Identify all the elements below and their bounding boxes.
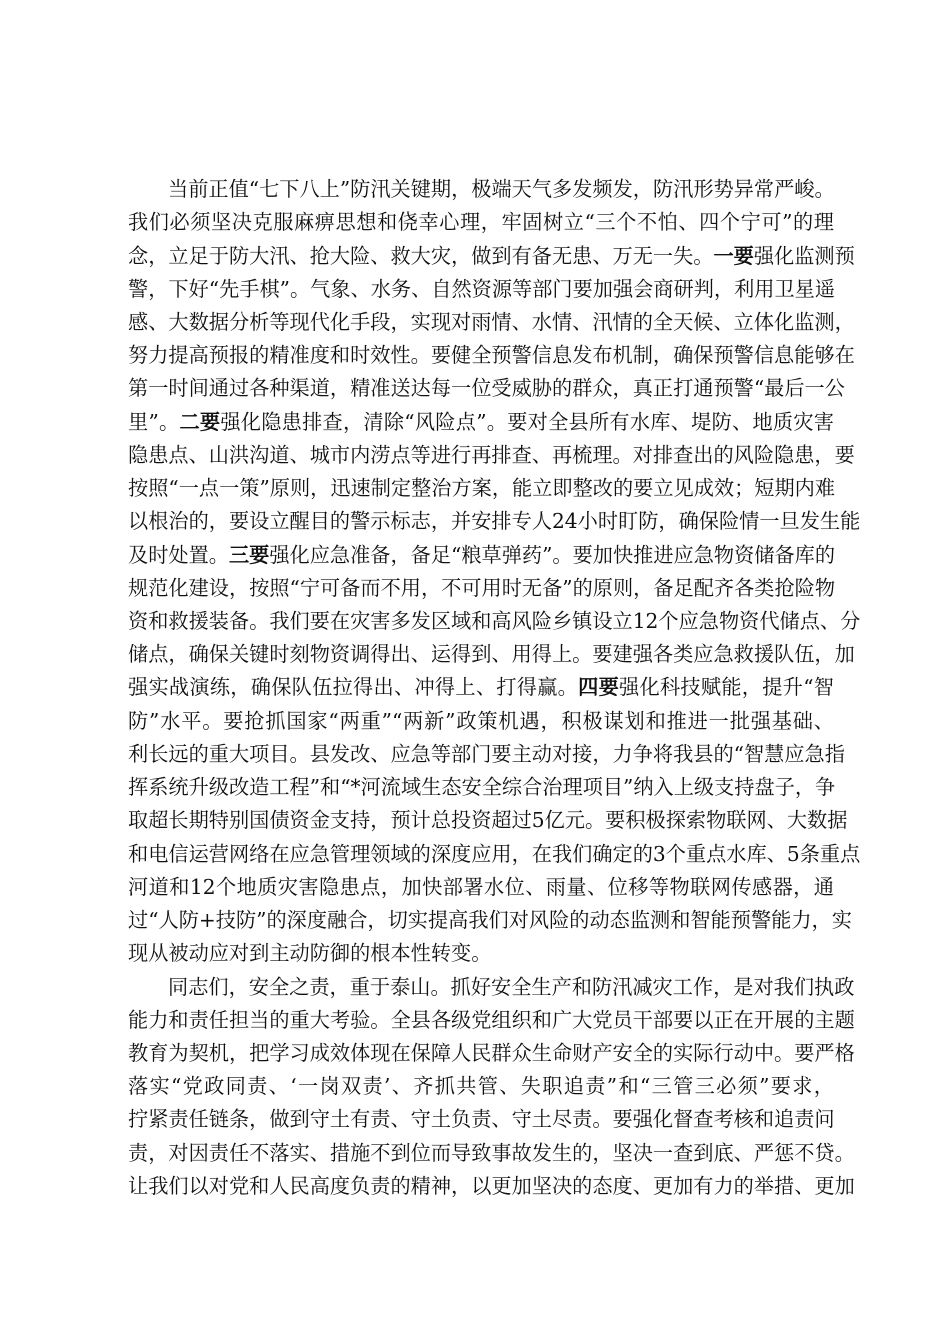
paragraph-1-line: 努力提高预报的精准度和时效性。要健全预警信息发布机制，确保预警信息能够在 xyxy=(128,343,855,367)
paragraph-1-line: 现从被动应对到主动防御的根本性转变。 xyxy=(128,941,492,965)
emphasis-three: 三要 xyxy=(228,543,270,567)
paragraph-2-line: 同志们，安全之责，重于泰山。抓好安全生产和防汛减灾工作，是对我们执政 xyxy=(168,975,855,999)
paragraph-1-line: 和电信运营网络在应急管理领域的深度应用，在我们确定的3个重点水库、5条重点 xyxy=(128,842,861,866)
paragraph-1-line: 警，下好“先手棋”。气象、水务、自然资源等部门要加强会商研判，利用卫星遥 xyxy=(128,277,836,301)
paragraph-1-line: 河道和12个地质灾害隐患点，加快部署水位、雨量、位移等物联网传感器，通 xyxy=(128,875,834,899)
paragraph-1-line: 强实战演练，确保队伍拉得出、冲得上、打得赢。四要强化科技赋能，提升“智 xyxy=(128,675,834,699)
paragraph-1-line: 防”水平。要抢抓国家“两重”“两新”政策机遇，积极谋划和推进一批强基础、 xyxy=(128,709,834,733)
paragraph-1-line: 规范化建设，按照“宁可备而不用，不可用时无备”的原则，备足配齐各类抢险物 xyxy=(128,576,836,600)
paragraph-2-line: 落实“党政同责、‘一岗双责’、齐抓共管、失职追责”和“三管三必须”要求， xyxy=(128,1074,834,1098)
paragraph-2-line: 教育为契机，把学习成效体现在保障人民群众生命财产安全的实际行动中。要严格 xyxy=(128,1041,855,1065)
paragraph-1-line: 念，立足于防大汛、抢大险、救大灾，做到有备无患、万无一失。一要强化监测预 xyxy=(128,244,855,268)
paragraph-1-line: 取超长期特别国债资金支持，预计总投资超过5亿元。要积极探索物联网、大数据 xyxy=(128,808,848,832)
paragraph-1-line: 及时处置。三要强化应急准备，备足“粮草弹药”。要加快推进应急物资储备库的 xyxy=(128,543,836,567)
paragraph-1-line: 里”。二要强化隐患排查，清除“风险点”。要对全县所有水库、堤防、地质灾害 xyxy=(128,410,834,434)
paragraph-1-line: 资和救援装备。我们要在灾害多发区域和高风险乡镇设立12个应急物资代储点、分 xyxy=(128,609,861,633)
paragraph-1-line: 按照“一点一策”原则，迅速制定整治方案，能立即整改的要立见成效；短期内难 xyxy=(128,476,836,500)
emphasis-one: 一要 xyxy=(713,244,754,268)
paragraph-1-line: 利长远的重大项目。县发改、应急等部门要主动对接，力争将我县的“智慧应急指 xyxy=(128,742,845,766)
paragraph-2-line: 拧紧责任链条，做到守土有责、守土负责、守土尽责。要强化督查考核和追责问 xyxy=(128,1107,835,1131)
paragraph-1-line: 第一时间通过各种渠道，精准送达每一位受威胁的群众，真正打通预警“最后一公 xyxy=(128,376,845,400)
emphasis-four: 四要 xyxy=(578,675,620,699)
paragraph-2-line: 让我们以对党和人民高度负责的精神，以更加坚决的态度、更加有力的举措、更加 xyxy=(128,1174,855,1198)
paragraph-1-line: 挥系统升级改造工程”和“*河流域生态安全综合治理项目”纳入上级支持盘子，争 xyxy=(128,775,836,799)
paragraph-2-line: 责，对因责任不落实、措施不到位而导致事故发生的，坚决一查到底、严惩不贷。 xyxy=(128,1141,855,1165)
paragraph-1-line: 感、大数据分析等现代化手段，实现对雨情、水情、汛情的全天候、立体化监测， xyxy=(128,310,855,334)
paragraph-2-line: 能力和责任担当的重大考验。全县各级党组织和广大党员干部要以正在开展的主题 xyxy=(128,1008,855,1032)
paragraph-1-line: 以根治的，要设立醒目的警示标志，并安排专人24小时盯防，确保险情一旦发生能 xyxy=(128,509,861,533)
paragraph-1-line: 储点，确保关键时刻物资调得出、运得到、用得上。要建强各类应急救援队伍，加 xyxy=(128,642,855,666)
paragraph-1-line: 当前正值“七下八上”防汛关键期，极端天气多发频发，防汛形势异常严峻。 xyxy=(168,177,835,201)
paragraph-1-line: 我们必须坚决克服麻痹思想和侥幸心理，牢固树立“三个不怕、四个宁可”的理 xyxy=(128,210,834,234)
emphasis-two: 二要 xyxy=(179,410,221,434)
paragraph-1-line: 隐患点、山洪沟道、城市内涝点等进行再排查、再梳理。对排查出的风险隐患，要 xyxy=(128,443,855,467)
paragraph-1-line: 过“人防+技防”的深度融合，切实提高我们对风险的动态监测和智能预警能力，实 xyxy=(128,908,852,932)
